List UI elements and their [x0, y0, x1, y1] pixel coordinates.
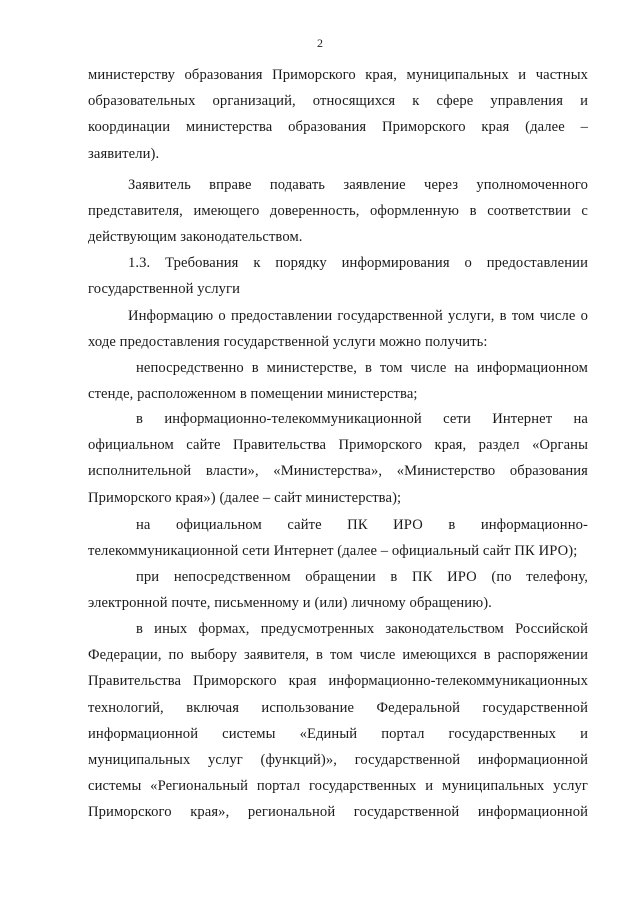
- text-line: технологий, включая использование Федеральной государственной: [88, 699, 588, 716]
- text-line: 1.3. Требования к порядку информирования о предоставлении: [128, 255, 588, 271]
- list-item-internet: [88, 406, 588, 511]
- section-heading-1-3: [88, 250, 588, 302]
- text-line: Приморского края») (далее – сайт министерства);: [88, 489, 402, 506]
- list-item-other-forms: [88, 616, 588, 826]
- text-line: телекоммуникационной сети Интернет (далее – официальный сайт ПК ИРО);: [88, 543, 578, 560]
- paragraph-information: [88, 303, 588, 355]
- text-line: в иных формах, предусмотренных законодательством Российской: [136, 621, 588, 637]
- text-line: представителя, имеющего доверенность, оформленную в соответствии с: [88, 203, 588, 220]
- text-line: системы «Региональный портал государственных и муниципальных услуг: [88, 778, 588, 795]
- text-line: информационной системы «Единый портал государственных и: [88, 725, 588, 742]
- text-line: официальном сайте Правительства Приморского края, раздел «Органы: [88, 437, 588, 454]
- text-line: Федерации, по выбору заявителя, в том числе имеющихся в распоряжении: [88, 647, 588, 664]
- text-line: непосредственно в министерстве, в том числе на информационном: [136, 360, 588, 376]
- text-line: образовательных организаций, относящихся к сфере управления и: [88, 93, 588, 110]
- text-line: Приморского края», региональной государственной информационной: [88, 804, 588, 821]
- text-line: координации министерства образования Приморского края (далее –: [88, 119, 588, 136]
- text-line: ходе предоставления государственной услуги можно получить:: [88, 334, 488, 351]
- text-line: стенде, расположенном в помещении министерства;: [88, 386, 418, 403]
- paragraph-representative: [88, 172, 588, 251]
- text-line: министерству образования Приморского края, муниципальных и частных: [88, 67, 588, 83]
- text-line: действующим законодательством.: [88, 229, 303, 246]
- paragraph-applicants: [88, 62, 588, 167]
- list-item-pk-iro-site: [88, 512, 588, 564]
- text-line: исполнительной власти», «Министерства», «Министерство образования: [88, 463, 588, 480]
- text-line: на официальном сайте ПК ИРО в информационно-: [136, 517, 588, 533]
- text-line: Правительства Приморского края информационно-телекоммуникационных: [88, 673, 588, 690]
- text-line: Информацию о предоставлении государственной услуги, в том числе о: [128, 308, 588, 324]
- text-line: Заявитель вправе подавать заявление через уполномоченного: [128, 177, 588, 193]
- page-number: 2: [317, 36, 323, 50]
- list-item-direct-contact: [88, 564, 588, 616]
- list-item-ministry: [88, 355, 588, 407]
- text-line: муниципальных услуг (функций)», государственной информационной: [88, 752, 588, 769]
- text-line: государственной услуги: [88, 281, 241, 298]
- text-line: при непосредственном обращении в ПК ИРО (по телефону,: [136, 569, 588, 585]
- text-line: электронной почте, письменному и (или) личному обращению).: [88, 595, 492, 612]
- text-line: в информационно-телекоммуникационной сети Интернет на: [136, 411, 588, 427]
- text-line: заявители).: [88, 145, 160, 162]
